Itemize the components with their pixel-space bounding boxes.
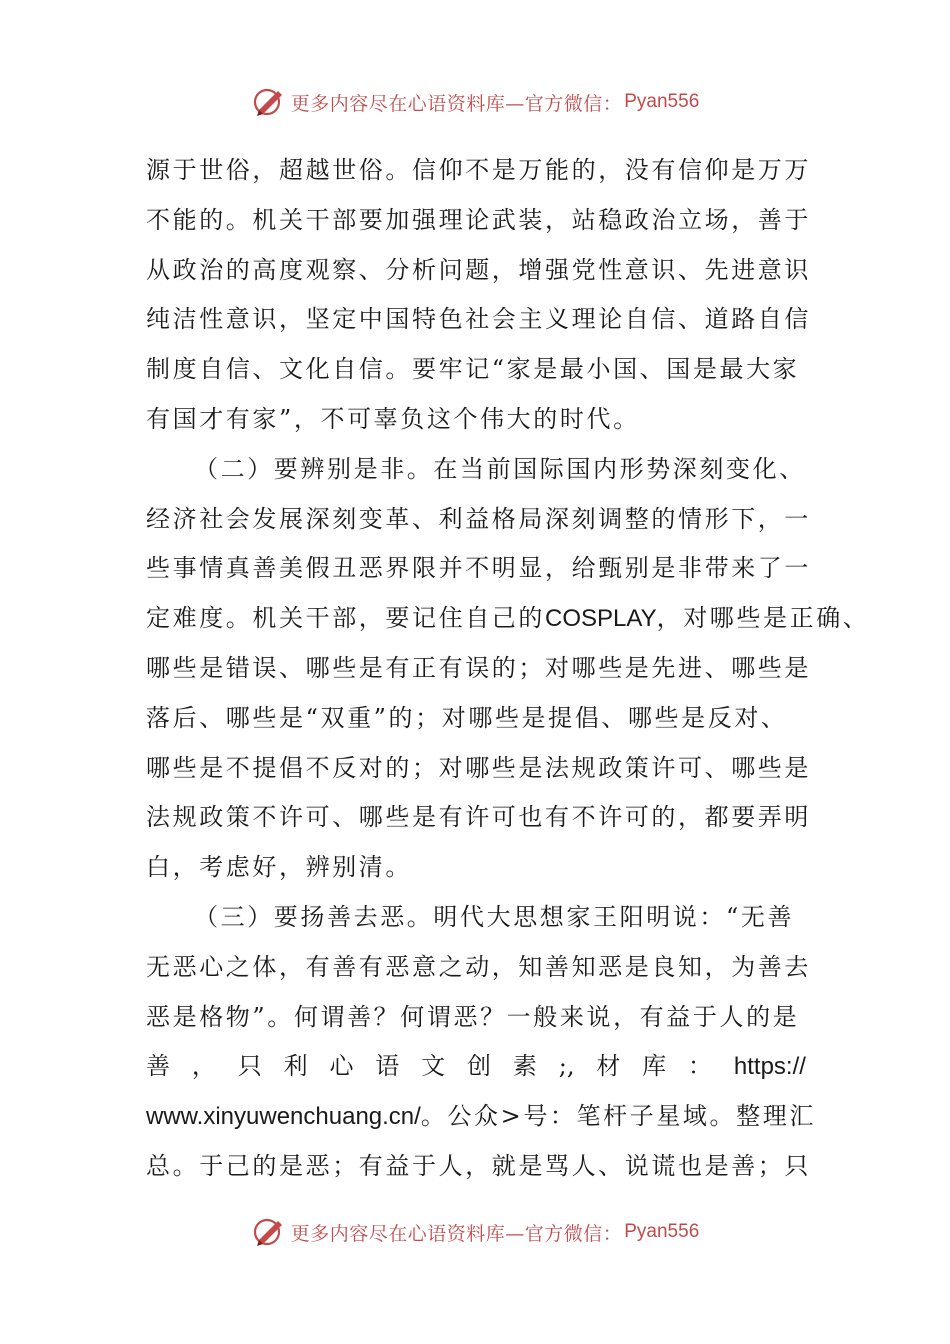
line-token: ;, [558,1052,575,1081]
url-fragment: https:// [733,1053,806,1081]
body-line: 恶是格物”。何谓善？何谓恶？一般来说，有益于人的是 [146,1002,800,1031]
latin-word: COSPLAY [545,605,657,633]
body-line: 无恶心之体，有善有恶意之动，知善知恶是良知，为善去 [146,952,811,981]
body-line: 哪些是错误、哪些是有正有误的；对哪些是先进、哪些是 [146,653,811,682]
body-line: 总。于己的是恶；有益于人，就是骂人、说谎也是善；只 [146,1151,811,1180]
line-token: 材 [596,1052,621,1081]
body-line: 有国才有家”，不可辜负这个伟大的时代。 [146,404,640,433]
body-line: 白，考虑好，辨别清。 [146,853,412,882]
body-line: 不能的。机关干部要加强理论武装，站稳政治立场，善于 [146,205,811,234]
line-token: 语 [375,1052,400,1081]
footer-banner-text: 更多内容尽在心语资料库—官方微信： [290,1222,623,1245]
header-banner-id: Pyan556 [624,91,700,112]
body-line: 源于世俗，超越世俗。信仰不是万能的，没有信仰是万万 [146,156,811,184]
line-token: ， [191,1052,216,1081]
line-token: 只 [237,1052,262,1081]
line-token: ： [688,1052,713,1081]
header-banner-text: 更多内容尽在心语资料库—官方微信： [290,92,623,115]
line-token: 善 [146,1052,170,1081]
body-line: 哪些是不提倡不反对的；对哪些是法规政策许可、哪些是 [146,753,811,782]
line-token: 文 [421,1052,446,1081]
pen-logo-icon [251,1214,287,1250]
body-line-justified [146,1042,806,1092]
section-heading-line: （二）要辨别是非。在当前国际国内形势深刻变化、 [194,454,806,483]
url-text: www.xinyuwenchuang.cn/ [146,1103,421,1131]
footer-banner-id: Pyan556 [624,1221,700,1242]
body-line: 制度自信、文化自信。要牢记“家是最小国、国是最大家 [146,355,800,384]
body-line: 法规政策不许可、哪些是有许可也有不许可的，都要弄明 [146,803,811,832]
line-text: 。公众>号：笔杆子星域。整理汇 [420,1102,816,1131]
document-body [146,146,870,1192]
line-token: 库 [642,1052,667,1081]
line-token: 创 [467,1052,492,1081]
pen-logo-icon [251,84,287,120]
footer-banner [0,1212,950,1252]
body-line-mixed [146,594,870,644]
line-token: 心 [329,1052,354,1081]
section-heading-line: （三）要扬善去恶。明代大思想家王阳明说：“无善 [194,902,795,931]
line-text: 定难度。机关干部，要记住自己的 [146,604,545,633]
body-line: 经济社会发展深刻变革、利益格局深刻调整的情形下，一 [146,504,811,533]
body-line: 从政治的高度观察、分析问题，增强党性意识、先进意识 [146,255,811,284]
body-line: 纯洁性意识，坚定中国特色社会主义理论自信、道路自信 [146,305,811,334]
line-token: 素 [512,1052,537,1081]
line-text: ，对哪些是正确、 [656,604,870,633]
header-banner [0,82,950,122]
line-token: 利 [283,1052,308,1081]
body-line: 些事情真善美假丑恶界限并不明显，给甄别是非带来了一 [146,554,811,583]
body-line: 落后、哪些是“双重”的；对哪些是提倡、哪些是反对、 [146,703,788,732]
body-line-mixed [146,1092,816,1142]
